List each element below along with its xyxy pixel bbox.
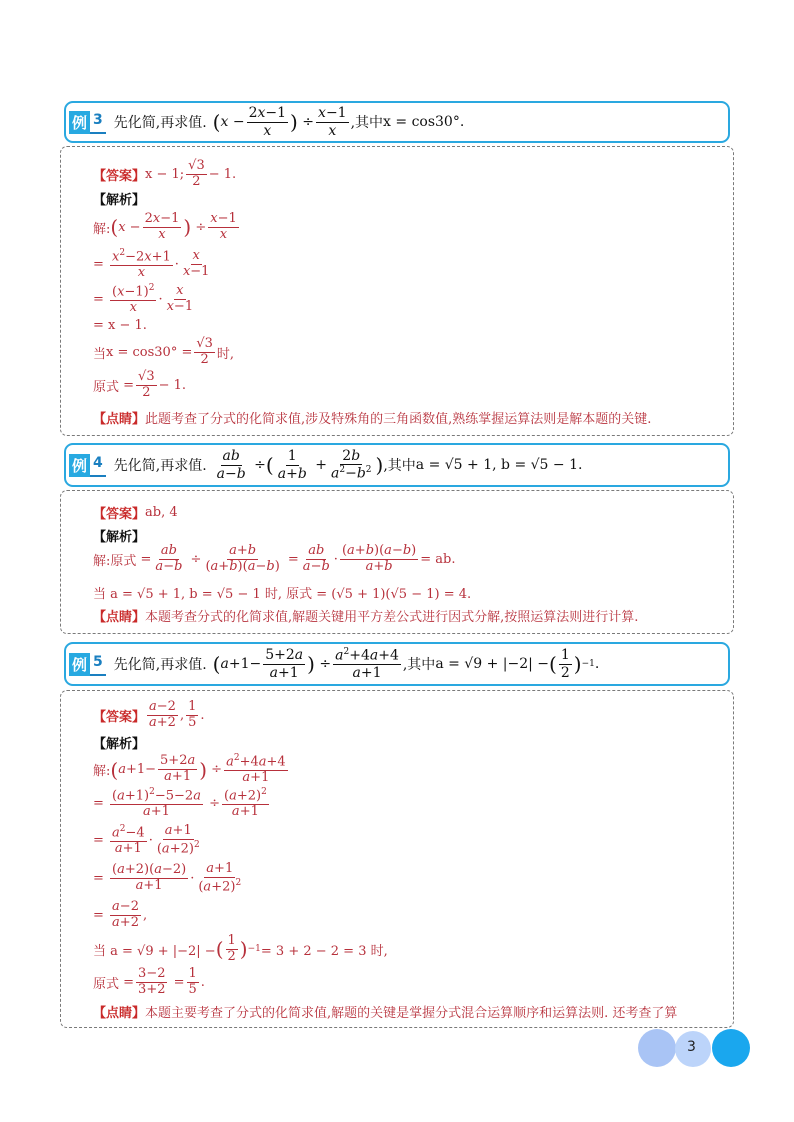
solution-step: 解: ( a +1− $\frac{5+2a}{a+1}$ ) ÷ $\frac{a^2+4a+4}{a+1}$ [93,753,286,786]
solution-step: 解: ( x − $\frac{2x-1}{x}$ ) ÷ $\frac{x-1}{x}$ [93,211,237,242]
question-expression: $\frac{ab}{a-b}$ ÷ ( $\frac{1}{a+b}$ + $\frac{2b}{a^2-b^2}$ ) [216,448,384,482]
question-prompt: 先化简,再求值. [113,458,207,474]
question-prompt: 先化简,再求值. [113,657,207,673]
page-decor-circle-left [638,1029,676,1067]
solution-step: = $\frac{(x-1)^2}{x}$ · $\frac{x}{x-1}$ [93,283,194,316]
question-prompt: 先化简,再求值. [113,115,207,131]
question-box-ex4: 例 4 先化简,再求值. $\frac{ab}{a-b}$ ÷ ( $\frac{1}{a+b}$ + $\frac{2b}{a^2-b^2}$ ) ,其中 a = √5 + 1, b = √5 − 1. [64,443,730,487]
answer-line: 【答案】 $\frac{a-2}{a+2}$ , $\frac{1}{5}$ . [93,699,205,730]
question-expression: ( a +1− $\frac{5+2a}{a+1}$ ) ÷ $\frac{a^2+4a+4}{a+1}$ [212,647,399,681]
solution-condition: 当 x = cos30° = $\frac{√3}{2}$ 时, [93,336,235,367]
solution-step: = $\frac{(a+2)(a-2)}{a+1}$ · $\frac{a+1}{(a+2)^2}$ [93,861,242,895]
question-expression: ( x − $\frac{2x-1}{x}$ ) ÷ $\frac{x-1}{x}$ [212,105,347,139]
solution-step: 解:原式 = $\frac{ab}{a-b}$ ÷ $\frac{a+b}{(a+b)(a-b)}$ = $\frac{ab}{a-b}$ · $\frac{(a+b)(a-b)}{a+b}$ = ab. [93,543,456,574]
example-tag: 例 5 [69,653,106,676]
analysis-label: 【解析】 [93,530,146,545]
example-tag: 例 3 [69,111,106,134]
question-box-ex3: 例 3 先化简,再求值. ( x − $\frac{2x-1}{x}$ ) ÷ $\frac{x-1}{x}$ ,其中 x = cos30°. [64,101,730,143]
comment-line: 【点睛】 本题考查分式的化简求值,解题关键用平方差公式进行因式分解,按照运算法则进行计算. [93,610,639,625]
solution-result: 原式 = $\frac{√3}{2}$ − 1. [93,369,187,400]
example-tag: 例 4 [69,454,106,477]
solution-condition: 当 a = √5 + 1, b = √5 − 1 时, 原式 = (√5 + 1)(√5 − 1) = 4. [93,587,472,602]
answer-line: 【答案】 x − 1; $\frac{√3}{2}$ − 1. [93,158,237,189]
analysis-label: 【解析】 [93,193,146,208]
solution-step: = $\frac{a^2-4}{a+1}$ · $\frac{a+1}{(a+2)^2}$ [93,823,200,857]
solution-step: = x − 1. [93,318,147,333]
solution-step: = $\frac{(a+1)^2-5-2a}{a+1}$ ÷ $\frac{(a+2)^2}{a+1}$ [93,787,267,820]
solution-step: = $\frac{x^2-2x+1}{x}$ · $\frac{x}{x-1}$ [93,248,210,281]
page-decor-circle-right [712,1029,750,1067]
analysis-label: 【解析】 [93,737,146,752]
question-condition: x = cos30°. [383,114,465,130]
question-box-ex5: 例 5 先化简,再求值. ( a +1− $\frac{5+2a}{a+1}$ ) ÷ $\frac{a^2+4a+4}{a+1}$ ,其中 a = √9 + |−2| − ( $\frac{1}{2}$ ) −1 . [64,642,730,686]
solution-step: = $\frac{a-2}{a+2}$ , [93,899,148,930]
page-number: 3 [687,1039,696,1055]
question-condition: a = √9 + |−2| − ( $\frac{1}{2}$ ) −1 . [435,647,600,681]
comment-line: 【点睛】 此题考查了分式的化简求值,涉及特殊角的三角函数值,熟练掌握运算法则是解本题的关键. [93,412,652,427]
solution-condition: 当 a = √9 + |−2| − ( $\frac{1}{2}$ ) −1 = 3 + 2 − 2 = 3 时, [93,933,388,964]
solution-result: 原式 = $\frac{3-2}{3+2}$ = $\frac{1}{5}$ . [93,966,205,997]
question-condition: a = √5 + 1, b = √5 − 1. [415,457,583,473]
comment-line: 【点睛】 本题主要考查了分式的化简求值,解题的关键是掌握分式混合运算顺序和运算法则. 还考查了算 [93,1006,678,1021]
answer-line: 【答案】 ab, 4 [93,505,178,522]
